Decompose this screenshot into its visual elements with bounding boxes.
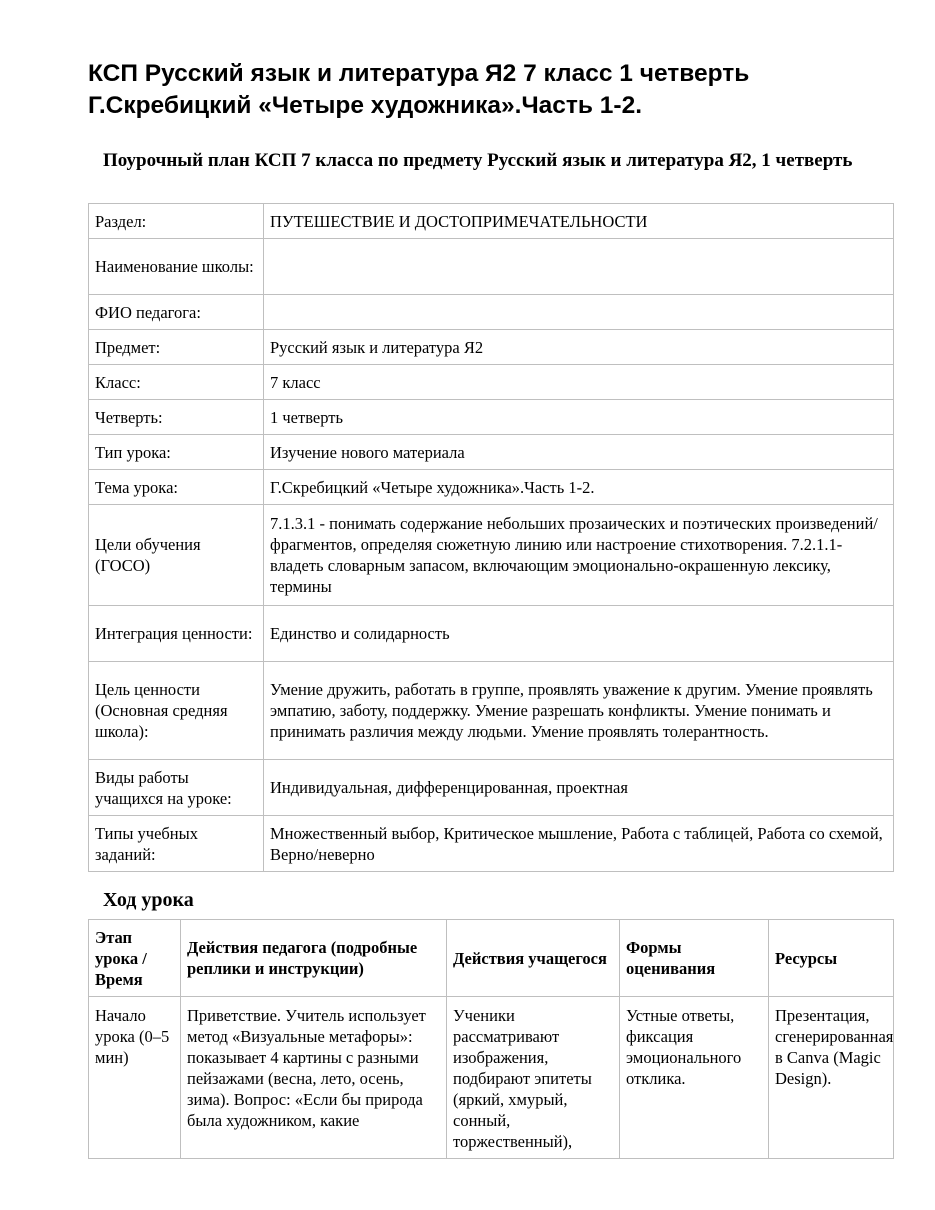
- stage-cell: Начало урока (0–5 мин): [89, 997, 181, 1159]
- row-label: Тема урока:: [89, 470, 264, 505]
- table-row: [89, 606, 894, 662]
- row-value: Умение дружить, работать в группе, проявлять уважение к другим. Умение проявлять эмпатию, заботу, поддержку. Умение разрешать конфликты. Умение понимать и принимать различия между людьми. Умение проявлять толерантность.: [264, 662, 894, 760]
- table-row: [89, 760, 894, 816]
- row-label: Виды работы учащихся на уроке:: [89, 760, 264, 816]
- row-value: [264, 295, 894, 330]
- page-title: КСП Русский язык и литература Я2 7 класс 1 четверть Г.Скребицкий «Четыре художника».Часть 1-2.: [88, 60, 750, 119]
- row-value: Единство и солидарность: [264, 606, 894, 662]
- row-label: Тип урока:: [89, 435, 264, 470]
- resources-cell: Презентация, сгенерированная в Canva (Magic Design).: [769, 997, 894, 1159]
- lesson-progress-table: [88, 919, 894, 1159]
- table-row: [89, 662, 894, 760]
- row-label: Типы учебных заданий:: [89, 816, 264, 872]
- assessment-cell: Устные ответы, фиксация эмоционального отклика.: [620, 997, 769, 1159]
- row-label: Класс:: [89, 365, 264, 400]
- column-header-resources: Ресурсы: [769, 920, 894, 997]
- table-row: [89, 816, 894, 872]
- row-value: 7 класс: [264, 365, 894, 400]
- row-value: 1 четверть: [264, 400, 894, 435]
- column-header-student-actions: Действия учащегося: [447, 920, 620, 997]
- table-row: [89, 997, 894, 1159]
- table-row: [89, 295, 894, 330]
- table-header-row: [89, 920, 894, 997]
- row-label: ФИО педагога:: [89, 295, 264, 330]
- table-row: [89, 470, 894, 505]
- row-label: Интеграция ценности:: [89, 606, 264, 662]
- table-row: [89, 435, 894, 470]
- row-value: Множественный выбор, Критическое мышление, Работа с таблицей, Работа со схемой, Верно/неверно: [264, 816, 894, 872]
- student-actions-cell: Ученики рассматривают изображения, подбирают эпитеты (яркий, хмурый, сонный, торжественный),: [447, 997, 620, 1159]
- column-header-assessment: Формы оценивания: [620, 920, 769, 997]
- plan-heading: Поурочный план КСП 7 класса по предмету Русский язык и литература Я2, 1 четверть: [103, 150, 853, 171]
- row-value: ПУТЕШЕСТВИЕ И ДОСТОПРИМЕЧАТЕЛЬНОСТИ: [264, 204, 894, 239]
- column-header-stage: Этап урока / Время: [89, 920, 181, 997]
- row-value: [264, 239, 894, 295]
- table-row: [89, 204, 894, 239]
- section-heading: Ход урока: [103, 889, 194, 911]
- row-value: Индивидуальная, дифференцированная, проектная: [264, 760, 894, 816]
- row-value: Изучение нового материала: [264, 435, 894, 470]
- table-row: [89, 505, 894, 606]
- row-label: Раздел:: [89, 204, 264, 239]
- row-label: Цель ценности (Основная средняя школа):: [89, 662, 264, 760]
- row-value: 7.1.3.1 - понимать содержание небольших прозаических и поэтических произведений/ фрагментов, определяя сюжетную линию или настроение стихотворения. 7.2.1.1- владеть словарным запасом, включающим эмоционально-окрашенную лексику, термины: [264, 505, 894, 606]
- row-label: Наименование школы:: [89, 239, 264, 295]
- row-value: Русский язык и литература Я2: [264, 330, 894, 365]
- row-value: Г.Скребицкий «Четыре художника».Часть 1-2.: [264, 470, 894, 505]
- row-label: Цели обучения (ГОСО): [89, 505, 264, 606]
- row-label: Предмет:: [89, 330, 264, 365]
- table-row: [89, 239, 894, 295]
- table-row: [89, 330, 894, 365]
- teacher-actions-cell: Приветствие. Учитель использует метод «Визуальные метафоры»: показывает 4 картины с разными пейзажами (весна, лето, осень, зима). Вопрос: «Если бы природа была художником, какие: [181, 997, 447, 1159]
- row-label: Четверть:: [89, 400, 264, 435]
- table-row: [89, 400, 894, 435]
- column-header-teacher-actions: Действия педагога (подробные реплики и инструкции): [181, 920, 447, 997]
- table-row: [89, 365, 894, 400]
- lesson-info-table: [88, 203, 894, 872]
